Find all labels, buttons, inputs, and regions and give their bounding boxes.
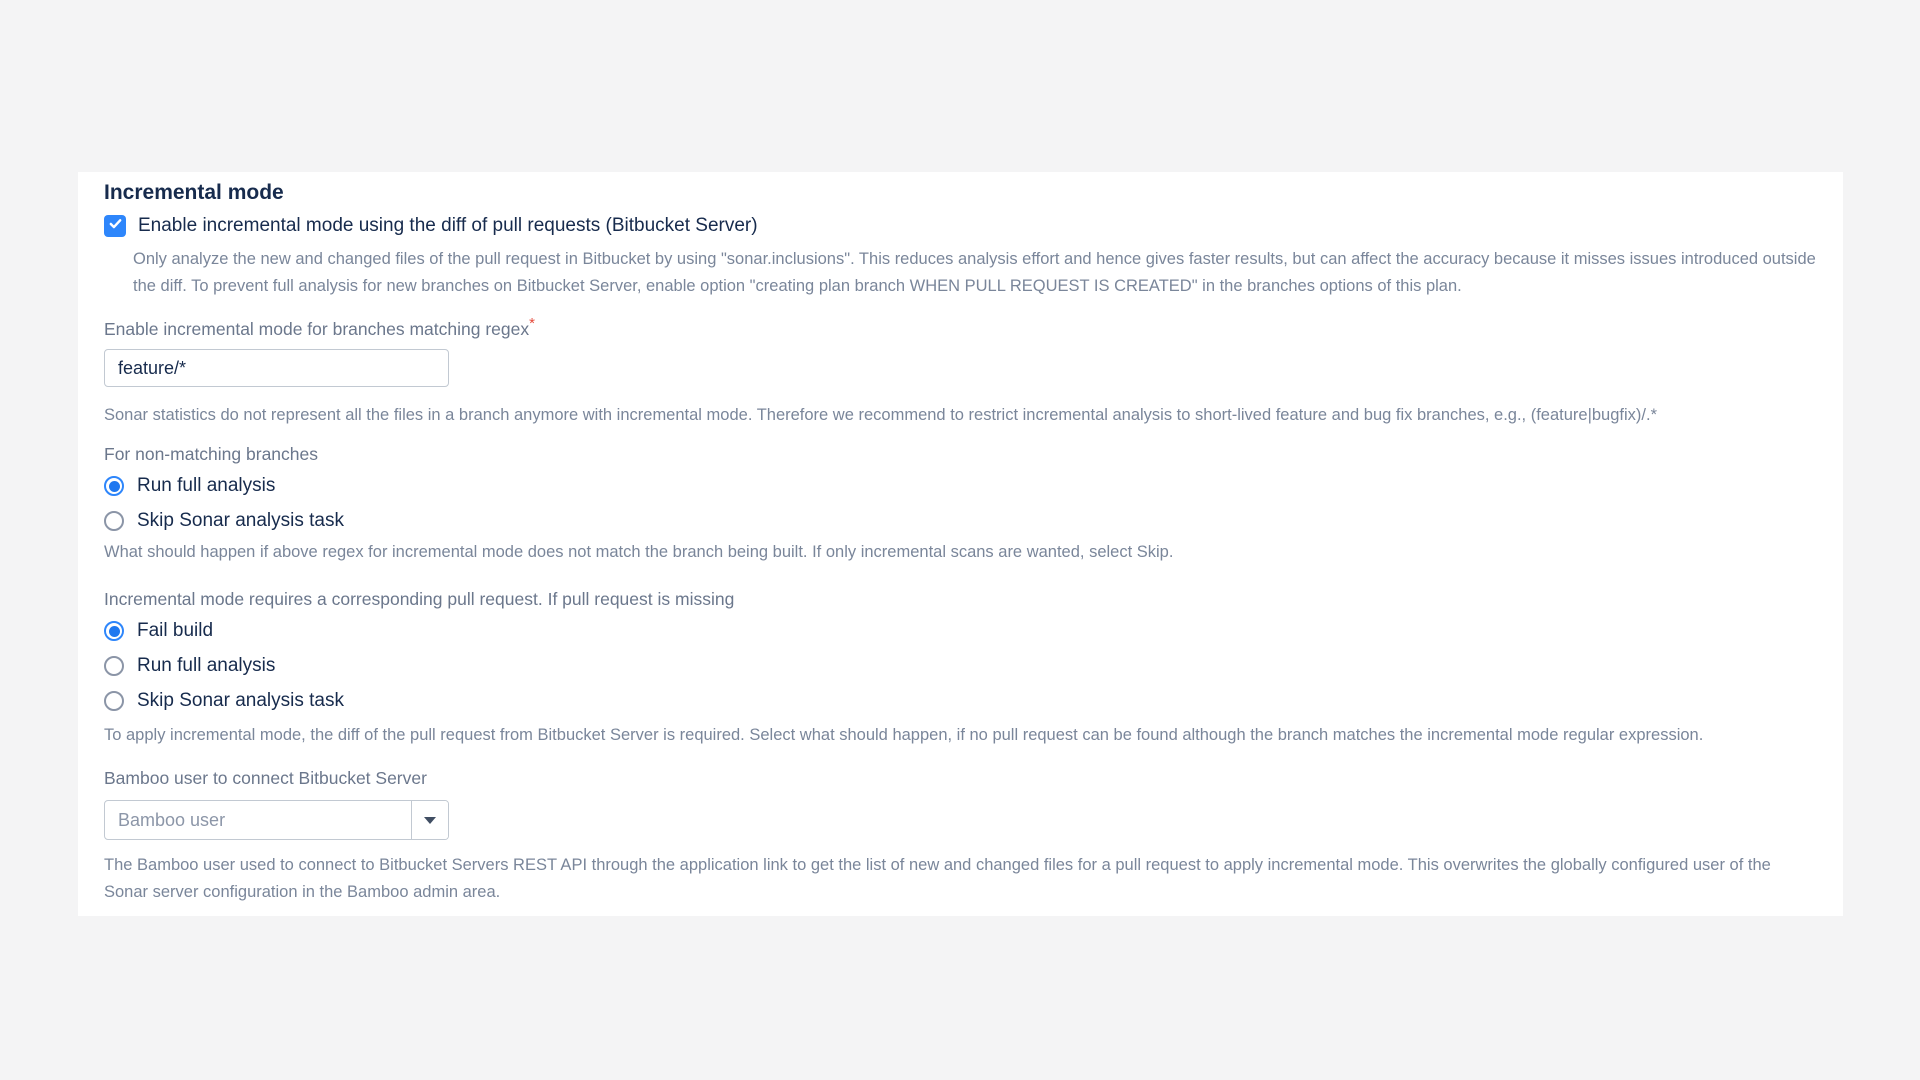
- radio-label[interactable]: Run full analysis: [137, 655, 276, 676]
- enable-incremental-description: Only analyze the new and changed files of the pull request in Bitbucket by using "sonar.inclusions". This reduces analysis effort and hence gives faster results, but can affect the accuracy because it misses issues introduced outside the diff. To prevent full analysis for new branches on Bitbucket Server, enable option "creating plan branch WHEN PULL REQUEST IS CREATED" in the branches options of this plan.: [133, 250, 1816, 295]
- bamboo-user-help-text: The Bamboo user used to connect to Bitbucket Servers REST API through the application link to get the list of new and changed files for a pull request to apply incremental mode. This overwrites the globally configured user of the Sonar server configuration in the Bamboo admin area.: [104, 856, 1771, 901]
- section-title: Incremental mode: [104, 181, 284, 204]
- missing-pr-radio-group: [104, 619, 1821, 713]
- radio-label[interactable]: Skip Sonar analysis task: [137, 690, 344, 711]
- bamboo-user-label: Bamboo user to connect Bitbucket Server: [104, 768, 427, 788]
- radio-label[interactable]: Skip Sonar analysis task: [137, 510, 344, 531]
- enable-incremental-label[interactable]: Enable incremental mode using the diff of pull requests (Bitbucket Server): [138, 215, 758, 236]
- non-matching-group-label: For non-matching branches: [104, 444, 318, 464]
- incremental-mode-panel: [78, 172, 1843, 916]
- missing-pr-help-text: To apply incremental mode, the diff of the pull request from Bitbucket Server is required. Select what should happen, if no pull request can be found although the branch matches the incremental mode regular expression.: [104, 726, 1704, 744]
- radio-button[interactable]: [104, 691, 124, 711]
- chevron-down-icon: [424, 817, 436, 824]
- regex-input[interactable]: [104, 349, 449, 387]
- radio-button[interactable]: [104, 656, 124, 676]
- radio-run-full-analysis[interactable]: [104, 474, 1821, 498]
- enable-incremental-checkbox[interactable]: [104, 215, 126, 237]
- radio-fail-build[interactable]: [104, 619, 1821, 643]
- non-matching-help-text: What should happen if above regex for incremental mode does not match the branch being built. If only incremental scans are wanted, select Skip.: [104, 543, 1174, 561]
- radio-label[interactable]: Run full analysis: [137, 475, 276, 496]
- radio-button[interactable]: [104, 511, 124, 531]
- radio-skip-sonar-task[interactable]: [104, 509, 1821, 533]
- missing-pr-group-label: Incremental mode requires a corresponding pull request. If pull request is missing: [104, 589, 735, 609]
- required-asterisk: *: [529, 315, 535, 333]
- radio-button[interactable]: [104, 621, 124, 641]
- bamboo-user-dropdown-button[interactable]: [411, 801, 448, 839]
- enable-incremental-checkbox-row[interactable]: [104, 214, 1821, 238]
- radio-button[interactable]: [104, 476, 124, 496]
- radio-label[interactable]: Fail build: [137, 620, 214, 641]
- radio-skip-sonar-task-2[interactable]: [104, 689, 1821, 713]
- non-matching-radio-group: [104, 474, 1821, 533]
- regex-help-text: Sonar statistics do not represent all the files in a branch anymore with incremental mode. Therefore we recommend to restrict incremental analysis to short-lived feature and bug fix branches, e.g., (feature|bugfix)/.*: [104, 406, 1657, 424]
- radio-run-full-analysis-2[interactable]: [104, 654, 1821, 678]
- bamboo-user-combobox[interactable]: [104, 800, 449, 840]
- regex-field-label: Enable incremental mode for branches matching regex*: [104, 315, 535, 339]
- checkmark-icon: [108, 216, 123, 236]
- bamboo-user-input[interactable]: [105, 801, 411, 839]
